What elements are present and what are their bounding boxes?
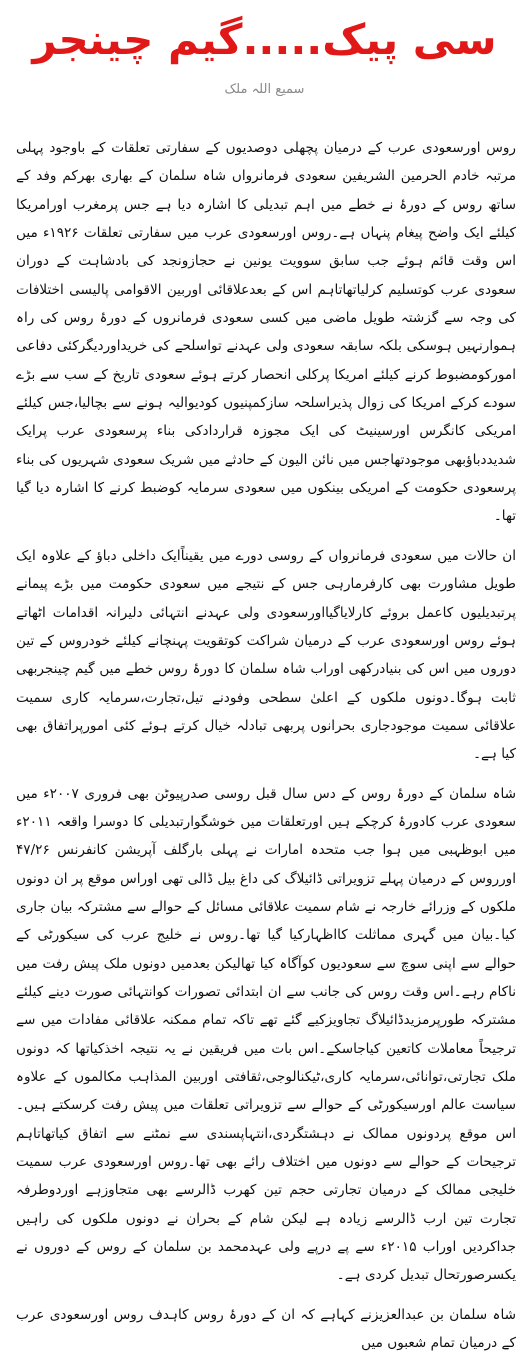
article-paragraph: شاہ سلمان بن عبدالعزیزنے کہاہے کہ ان کے دورۂ روس کاہدف روس اورسعودی عرب کے درمیان تمام شعبوں میں [16, 1306, 516, 1352]
article-paragraph: روس اورسعودی عرب کے درمیان پچھلی دوصدیوں کے سفارتی تعلقات کے باوجود پہلی مرتبہ خادم الحرمین الشریفین سعودی فرمانرواں شاہ سلمان کے بھاری بھرکم وفد کے ساتھ روس کے دورۂ نے خطے میں اہم تبدیلی کا اشارہ دیا ہے جس پرمغرب اورامریکا کیلئے ایک واضح پیغام پنہاں ہے۔روس اورسعودی عرب میں سفارتی تعلقات ۱۹۲۶ء میں اس وقت قائم ہوئے جب سابق سوویت یونین نے حجازونجد کی بادشاہت کے دوران سعودی عرب کوتسلیم کرلیاتھاتاہم اس کے بعدعلاقائی اوربین الاقوامی پالیسی اختلافات کی وجہ سے گزشتہ طویل ماضی میں کسی سعودی فرمانروں کے دورۂ روس کی راہ ہموارنہیں ہوسکی بلکہ سابقہ سعودی ولی عہدنے تواسلحے کی خریداوردیگرکئی دفاعی امورکومضبوط کرنے کیلئے امریکا پرکلی انحصار کرتے ہوئے سعودی تاریخ کے سب سے بڑے سودے کرکے امریکا کی زوال پذیراسلحہ سازکمپنیوں کودیوالیہ ہونے سے بچالیا،جس کیلئے امریکی کانگرس اورسینیٹ کی ایک مجوزہ قراردادکی بناء پرسعودی عرب پرایک شدیددباؤبھی موجودتھاجس میں نائن الیون کے حادثے میں شریک سعودی شہریوں کی بناء پرسعودی حکومت کے امریکی بینکوں میں سعودی سرمایہ کوضبط کرنے کا اشارہ دیا گیا تھا۔ [16, 140, 517, 525]
author-byline: سمیع اللہ ملک [224, 82, 305, 97]
article-paragraph: ان حالات میں سعودی فرمانرواں کے روسی دورے میں یقیناًایک داخلی دباؤ کے علاوہ ایک طویل مشاورت بھی کارفرمارہی جس کے نتیجے میں سعودی حکومت میں بڑے پیمانے پرتبدیلیوں کاعمل بروئے کارلایاگیااورسعودی ولی عہدنے انتہائی دلیرانہ اقدامات اٹھاتے ہوئے روس اورسعودی عرب کے درمیان شراکت کوتقویت پہنچانے کیلئے خودروس کے تین دوروں میں اس کی بنیادرکھی اوراب شاہ سلمان کا دورۂ روس خطے میں گیم چینجربھی ثابت ہوگا۔دونوں ملکوں کے اعلیٰ سطحی وفودنے تیل،تجارت،سرمایہ کاری سمیت علاقائی سمیت موجودجاری بحرانوں پربھی تبادلہ خیال کرتے ہوئے کئی امورپراتفاق بھی کیا ہے۔ [16, 547, 516, 763]
article-paragraph: شاہ سلمان کے دورۂ روس کے دس سال قبل روسی صدرپیوٹن بھی فروری ۲۰۰۷ء میں سعودی عرب کادورۂ کرچکے ہیں اورتعلقات میں خوشگوارتبدیلی کا دوسرا واقعہ ۲۰۱۱ء میں ابوظہبی میں ہوا جب متحدہ امارات نے پہلی بارگلف آپریشن کانفرنس ۴۷/۲۶ اورروس کے درمیان پہلے تزویراتی ڈائیلاگ کی داغ بیل ڈالی تھی اوراس موقع پر ان دونوں ملکوں کے وزرائے خارجہ نے شام سمیت علاقائی مسائل کے حوالے سے مشترکہ بیان جاری کیا۔بیان میں گہری مماثلت کااظہارکیا گیا تھا۔روس نے خلیج عرب کی سیکورٹی کے حوالے سے اپنی سوچ سے سعودیوں کوآگاہ کیا تھالیکن بعدمیں دونوں ملک پیش رفت میں ناکام رہے۔اس وقت روس کی جانب سے ان ابتدائی تصورات کوانتہائی صورت دینے کیلئے مشترکہ طورپرمزیدڈائیلاگ تجاویزکیے گئے تھے تاکہ تمام ممکنہ علاقائی مفادات میں سے ترجیحاً معاملات کاتعین کیاجاسکے۔اس بات میں فریقین نے یہ نتیجہ اخذکیاتھا کہ دونوں ملک تجارتی،توانائی،سرمایہ کاری،ٹیکنالوجی،ثقافتی اوربین المذاہب مکالموں کے علاوہ سیاست عالم اورسیکورٹی کے حوالے سے تزویراتی تعلقات میں پیش رفت کرسکتے ہیں۔اس موقع پردونوں ممالک نے دہشتگردی،انتہاپسندی سے نمٹنے سے اتفاق کیاتھاتاہم ترجیحات کے حوالے سے دونوں میں اختلاف رائے بھی تھا۔روس اورسعودی عرب سمیت خلیجی ممالک کے درمیان تجارتی حجم تین کھرب ڈالرسے بھی متجاوزہے اوردوطرفہ تجارت تین ارب ڈالرسے زیادہ ہے لیکن شام کے بحران نے دونوں ملکوں کی راہیں جداکردیں اوراب ۲۰۱۵ء سے پے درپے ولی عہدمحمد بن سلمان کے روس کے دوروں نے یکسرصورتحال تبدیل کردی ہے۔ [16, 785, 516, 1284]
article-body [16, 134, 516, 1368]
article-headline: سی پیک.....گیم چینجر [32, 15, 497, 64]
